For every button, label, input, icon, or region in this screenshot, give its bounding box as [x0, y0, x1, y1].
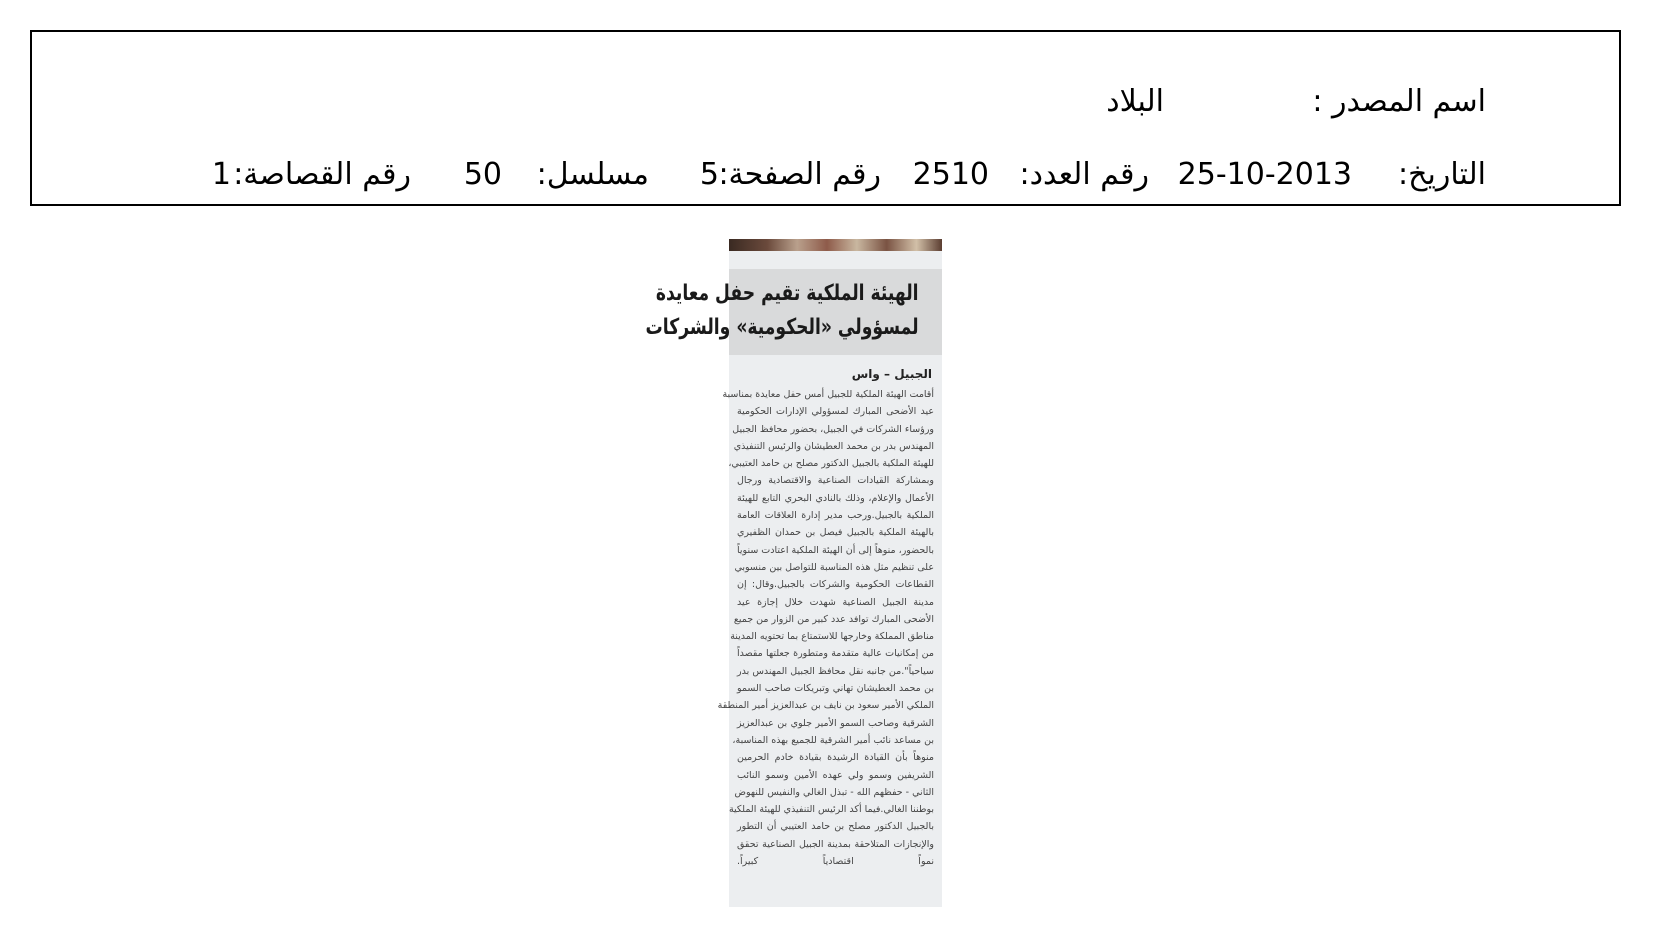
date-value: 25-10-2013 — [1177, 157, 1352, 192]
body-line: والإنجازات المتلاحقة بمدينة الجبيل الصناعية تحقق — [737, 838, 934, 850]
headline-box — [645, 269, 942, 355]
dateline: الجبيل – واس — [851, 367, 932, 381]
body-line: منوهاً بأن القيادة الرشيدة بقيادة خادم الحرمين — [737, 752, 934, 764]
issue-label: رقم العدد: — [1019, 157, 1149, 192]
body-line: الأضحى المبارك توافد عدد كبير من الزوار من جميع — [733, 613, 934, 625]
source-value: البلاد — [1106, 84, 1164, 119]
body-line: الثاني - حفظهم الله - تبذل الغالي والنفيس للنهوض — [734, 786, 934, 798]
clipping-header-box — [30, 30, 1621, 206]
clipping-value: 1 — [211, 157, 231, 192]
body-line: للهيئة الملكية بالجبيل الدكتور مصلح بن حامد العتيبي، — [728, 458, 934, 470]
body-line: بالحضور، منوهاً إلى أن الهيئة الملكية اعتادت سنوياً — [737, 544, 934, 556]
body-line: مدينة الجبيل الصناعية شهدت خلال إجازة عيد — [737, 596, 934, 608]
body-line: بن محمد العطيشان تهاني وتبريكات صاحب السمو — [737, 683, 934, 695]
serial-value: 50 — [463, 157, 502, 192]
article-body — [717, 386, 934, 870]
body-line: من إمكانيات عالية متقدمة ومتطورة جعلتها مقصداً — [737, 648, 934, 660]
source-label: اسم المصدر : — [1312, 84, 1486, 119]
page-label: رقم الصفحة: — [718, 157, 881, 192]
headline-line-1: الهيئة الملكية تقيم حفل معايدة — [655, 281, 919, 306]
clipping-label: رقم القصاصة: — [233, 157, 411, 192]
body-line: الشريفين وسمو ولي عهده الأمين وسمو النائب — [737, 769, 934, 781]
body-line: بالهيئة الملكية بالجبيل فيصل بن حمدان الظفيري — [737, 527, 934, 539]
body-line: على تنظيم مثل هذه المناسبة للتواصل بين منسوبي — [734, 561, 934, 573]
photo-strip — [729, 239, 942, 251]
headline-line-2: لمسؤولي «الحكومية» والشركات — [645, 315, 919, 340]
body-line: أقامت الهيئة الملكية للجبيل أمس حفل معايدة بمناسبة — [722, 389, 934, 400]
body-line: الملكية بالجبيل.ورحب مدير إدارة العلاقات العامة — [737, 510, 934, 522]
issue-value: 2510 — [912, 157, 989, 192]
body-line: وبمشاركة القيادات الصناعية والاقتصادية ورجال — [737, 475, 934, 487]
body-line: بوطننا الغالي.فيما أكد الرئيس التنفيذي للهيئة الملكية — [728, 804, 934, 816]
body-line: نمواً اقتصادياً كبيراً. — [737, 856, 934, 868]
date-label: التاريخ: — [1398, 157, 1486, 192]
body-line: ورؤساء الشركات في الجبيل، بحضور محافظ الجبيل — [732, 423, 934, 435]
serial-label: مسلسل: — [536, 157, 649, 192]
body-line: سياحياً".من جانبه نقل محافظ الجبيل المهندس بدر — [737, 665, 934, 677]
page-value: 5 — [699, 157, 719, 192]
body-line: بن مساعد نائب أمير الشرقية للجميع بهذه المناسبة، — [732, 734, 934, 746]
body-line: الملكي الأمير سعود بن نايف بن عبدالعزيز أمير المنطقة — [717, 700, 934, 712]
body-line: المهندس بدر بن محمد العطيشان والرئيس التنفيذي — [733, 440, 934, 452]
body-line: عيد الأضحى المبارك لمسؤولي الإدارات الحكومية — [737, 406, 934, 418]
body-line: القطاعات الحكومية والشركات بالجبيل.وقال: إن — [737, 579, 934, 591]
body-line: الأعمال والإعلام، وذلك بالنادي البحري التابع للهيئة — [737, 492, 934, 504]
body-line: مناطق المملكة وخارجها للاستمتاع بما تحتويه المدينة — [730, 631, 934, 643]
newspaper-clipping — [645, 239, 942, 907]
body-line: بالجبيل الدكتور مصلح بن حامد العتيبي أن التطور — [737, 821, 934, 833]
body-line: الشرقية وصاحب السمو الأمير جلوي بن عبدالعزيز — [737, 717, 934, 729]
